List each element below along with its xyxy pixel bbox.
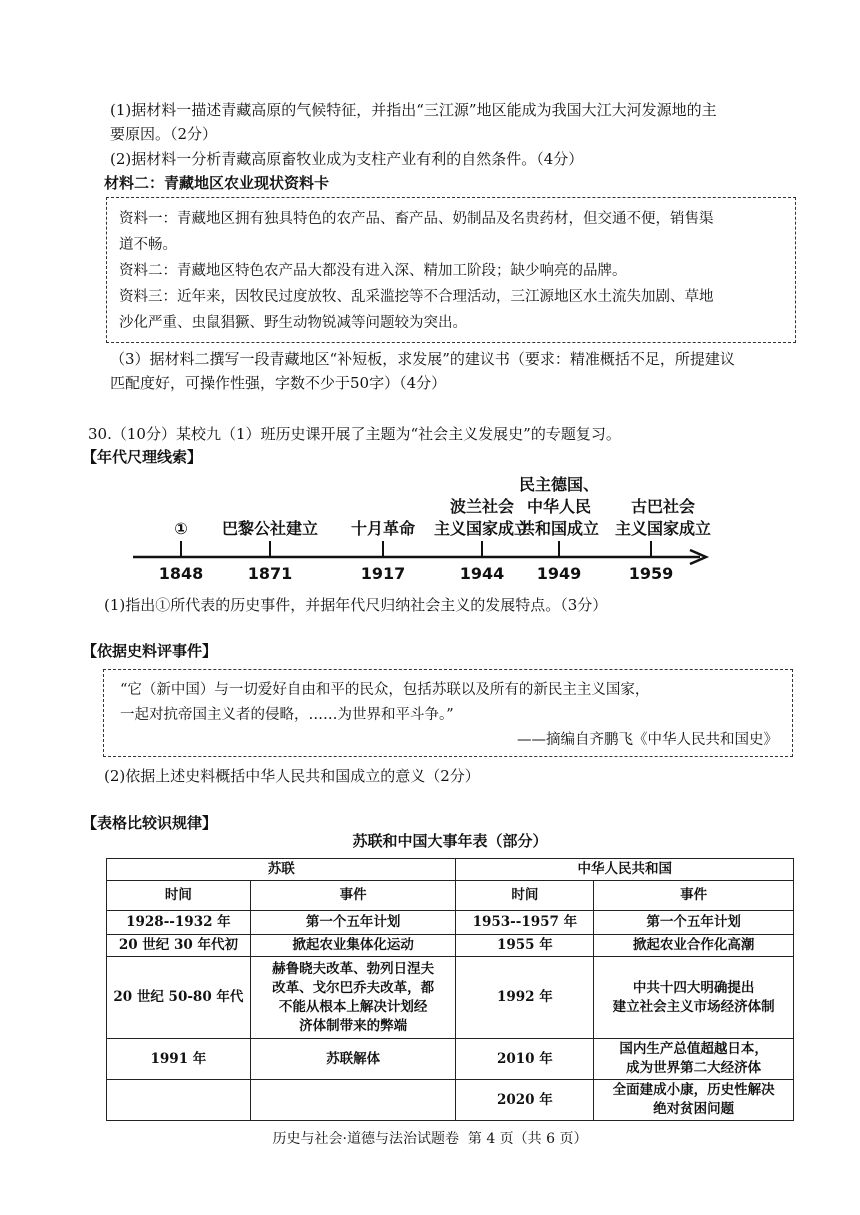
timeline-year-1871: 1871 [247, 564, 293, 583]
timeline-year-1848: 1848 [158, 564, 204, 583]
cell-event [250, 1080, 456, 1121]
cell-event: 国内生产总值超越日本， 成为世界第二大经济体 [594, 1039, 794, 1080]
timeline-label-1871: 巴黎公社建立 [221, 519, 318, 538]
cell-time: 1955 年 [456, 935, 594, 957]
table-row [107, 1080, 794, 1121]
cell-event: 掀起农业合作化高潮 [594, 935, 794, 957]
question-1-line2: 要原因。（2分） [110, 125, 218, 143]
cell-time: 2020 年 [456, 1080, 594, 1121]
table-title: 苏联和中国大事年表（部分） [352, 832, 548, 850]
table-row [107, 911, 794, 935]
timeline-year-1917: 1917 [360, 564, 406, 583]
question-3-line2: 匹配度好，可操作性强，字数不少于50字）（4分） [110, 374, 447, 392]
timeline-label-1949: 民主德国、 中华人民 共和国成立 [518, 475, 599, 538]
cell-event: 全面建成小康，历史性解决 绝对贫困问题 [594, 1080, 794, 1121]
question-30-sub1: (1)指出①所代表的历史事件，并据年代尺归纳社会主义的发展特点。（3分） [104, 596, 608, 614]
quote-source: ——摘编自齐鹏飞《中华人民共和国史》 [517, 732, 778, 748]
question-2: (2)据材料一分析青藏高原畜牧业成为支柱产业有利的自然条件。（4分） [110, 150, 584, 168]
col-header-time-prc: 时间 [456, 881, 594, 911]
timeline-year-1949: 1949 [536, 564, 582, 583]
material2-item1-line2: 道不畅。 [119, 237, 177, 253]
timeline-label-1944: 波兰社会 主义国家成立 [433, 497, 530, 538]
timeline-label-1917: 十月革命 [350, 519, 415, 538]
page-footer: 历史与社会·道德与法治试题卷 第 4 页（共 6 页） [272, 1131, 588, 1147]
table-row [107, 935, 794, 957]
cell-time: 1991 年 [107, 1039, 251, 1080]
question-3-line1: （3）据材料二撰写一段青藏地区“补短板，求发展”的建议书（要求：精准概括不足，所提建议 [110, 350, 735, 368]
group-header-ussr: 苏联 [107, 859, 456, 881]
cell-time: 20 世纪 30 年代初 [107, 935, 251, 957]
question-30-intro: 30.（10分）某校九（1）班历史课开展了主题为“社会主义发展史”的专题复习。 [88, 425, 621, 443]
cell-event: 苏联解体 [250, 1039, 456, 1080]
cell-event: 中共十四大明确提出 建立社会主义市场经济体制 [594, 957, 794, 1039]
material2-title: 材料二：青藏地区农业现状资料卡 [104, 174, 330, 192]
cell-time: 20 世纪 50-80 年代 [107, 957, 251, 1039]
material2-item3-line2: 沙化严重、虫鼠猖獗、野生动物锐减等问题较为突出。 [119, 315, 467, 331]
cell-event: 掀起农业集体化运动 [250, 935, 456, 957]
table-section-title: 【表格比较识规律】 [82, 814, 218, 832]
comparison-table [106, 858, 794, 1121]
material2-item3-line1: 资料三：近年来，因牧民过度放牧、乱采滥挖等不合理活动，三江源地区水土流失加剧、草地 [119, 289, 714, 305]
timeline-year-1944: 1944 [459, 564, 505, 583]
source-section-title: 【依据史料评事件】 [82, 642, 218, 660]
col-header-time-ussr: 时间 [107, 881, 251, 911]
cell-time: 1953--1957 年 [456, 911, 594, 935]
material2-item2: 资料二：青藏地区特色农产品大都没有进入深、精加工阶段；缺少响亮的品牌。 [119, 263, 627, 279]
cell-event: 第一个五年计划 [594, 911, 794, 935]
timeline-year-1959: 1959 [628, 564, 674, 583]
cell-time: 1928--1932 年 [107, 911, 251, 935]
table-row [107, 957, 794, 1039]
table-row [107, 1039, 794, 1080]
col-header-event-prc: 事件 [594, 881, 794, 911]
cell-time [107, 1080, 251, 1121]
cell-time: 1992 年 [456, 957, 594, 1039]
question-1-line1: (1)据材料一描述青藏高原的气候特征，并指出“三江源”地区能成为我国大江大河发源地的主 [110, 101, 717, 119]
quote-line1: “它（新中国）与一切爱好自由和平的民众，包括苏联以及所有的新民主主义国家， [120, 682, 650, 698]
cell-event: 第一个五年计划 [250, 911, 456, 935]
question-3 [110, 347, 790, 395]
cell-time: 2010 年 [456, 1039, 594, 1080]
timeline-section-title: 【年代尺理线索】 [82, 448, 203, 466]
quote-line2: 一起对抗帝国主义者的侵略，……为世界和平斗争。” [120, 707, 454, 723]
timeline-label-1959: 古巴社会 主义国家成立 [614, 497, 711, 538]
group-header-prc: 中华人民共和国 [456, 859, 794, 881]
material2-item1-line1: 资料一：青藏地区拥有独具特色的农产品、畜产品、奶制品及名贵药材，但交通不便，销售渠 [119, 211, 714, 227]
question-30-sub2: (2)依据上述史料概括中华人民共和国成立的意义（2分） [104, 767, 480, 785]
col-header-event-ussr: 事件 [250, 881, 456, 911]
timeline [0, 470, 860, 590]
question-1 [110, 98, 790, 146]
timeline-label-1848: ① [174, 519, 188, 538]
cell-event: 赫鲁晓夫改革、勃列日涅夫 改革、戈尔巴乔夫改革，都 不能从根本上解决计划经 济体制带来的弊端 [250, 957, 456, 1039]
material2-card [106, 197, 796, 343]
quote-box [103, 669, 793, 757]
